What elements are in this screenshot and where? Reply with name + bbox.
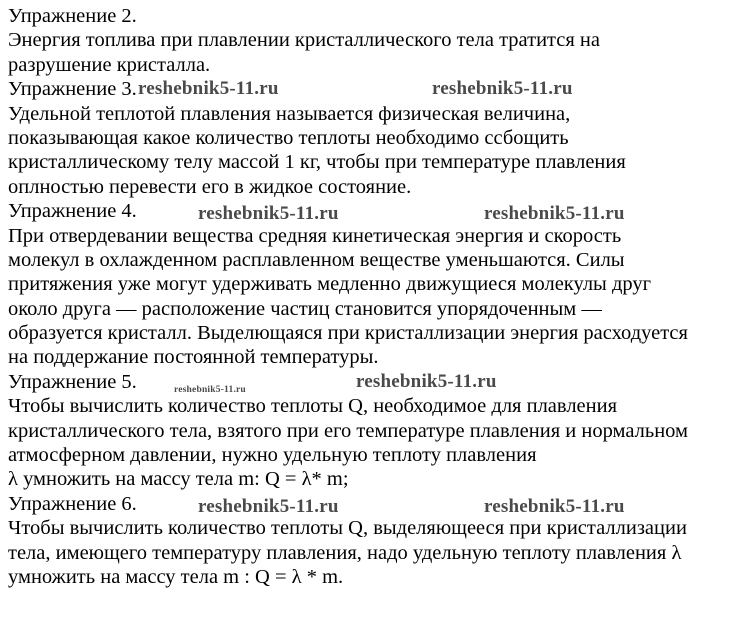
exercise-3-line-2: показывающая какое количество теплоты необходимо ссбощить (8, 126, 569, 149)
exercise-5-heading: Упражнение 5. (8, 370, 137, 393)
exercise-5-heading-row (8, 370, 728, 394)
exercise-3-line-1: Удельной теплотой плавления называется физическая величина, (8, 102, 571, 125)
exercise-6-line-3: умножить на массу тела m : Q = λ * m. (8, 565, 344, 588)
exercise-4-heading: Упражнение 4. (8, 200, 137, 223)
exercise-2-line-1: Энергия топлива при плавлении кристаллического тела тратится на (8, 29, 600, 52)
exercise-4-heading-row (8, 199, 728, 223)
watermark: reshebnik5-11.ru (484, 495, 625, 517)
document-body (8, 4, 728, 589)
watermark: reshebnik5-11.ru (198, 203, 339, 225)
exercise-5-line-1: Чтобы вычислить количество теплоты Q, необходимое для плавления (8, 395, 618, 418)
watermark: reshebnik5-11.ru (432, 78, 573, 100)
exercise-3-line-4: оплностью перевести его в жидкое состояние. (8, 175, 412, 198)
exercise-2-line-2: разрушение кристалла. (8, 53, 211, 76)
exercise-4-line-3: притяжения уже могут удерживать медленно движущиеся молекулы друг (8, 273, 652, 296)
exercise-4-line-6: на поддержание постоянной температуры. (8, 346, 379, 369)
exercise-5-line-2: кристаллического тела, взятого при его температуре плавления и нормальном (8, 419, 689, 442)
exercise-5-line-4: λ умножить на массу тела m: Q = λ* m; (8, 468, 349, 491)
exercise-6-line-1: Чтобы вычислить количество теплоты Q, выделяющееся при кристаллизации (8, 517, 687, 540)
exercise-4-line-5: образуется кристалл. Выделющаяся при кристаллизации энергия расходуется (8, 322, 688, 345)
exercise-3-heading: Упражнение 3. (8, 78, 137, 101)
watermark: reshebnik5-11.ru (174, 384, 246, 395)
watermark: reshebnik5-11.ru (138, 78, 279, 100)
exercise-6-heading: Упражнение 6. (8, 492, 137, 515)
exercise-2-heading: Упражнение 2. (8, 5, 137, 27)
exercise-5-line-3: атмосферном давлении, нужно удельную теплоту плавления (8, 444, 537, 467)
exercise-3-heading-row (8, 77, 728, 101)
watermark: reshebnik5-11.ru (484, 203, 625, 225)
watermark: reshebnik5-11.ru (198, 495, 339, 517)
exercise-6-line-2: тела, имеющего температуру плавления, надо удельную теплоту плавления λ (8, 541, 682, 564)
exercise-3-line-3: кристаллическому телу массой 1 кг, чтобы при температуре плавления (8, 151, 626, 174)
exercise-6-heading-row (8, 492, 728, 516)
watermark: reshebnik5-11.ru (356, 370, 497, 392)
exercise-4-line-1: При отвердевании вещества средняя кинетическая энергия и скорость (8, 224, 622, 247)
exercise-4-line-2: молекул в охлажденном расплавленном веществе уменьшаются. Силы (8, 248, 625, 271)
exercise-4-line-4: около друга — расположение частиц становится упорядоченным — (8, 297, 602, 320)
